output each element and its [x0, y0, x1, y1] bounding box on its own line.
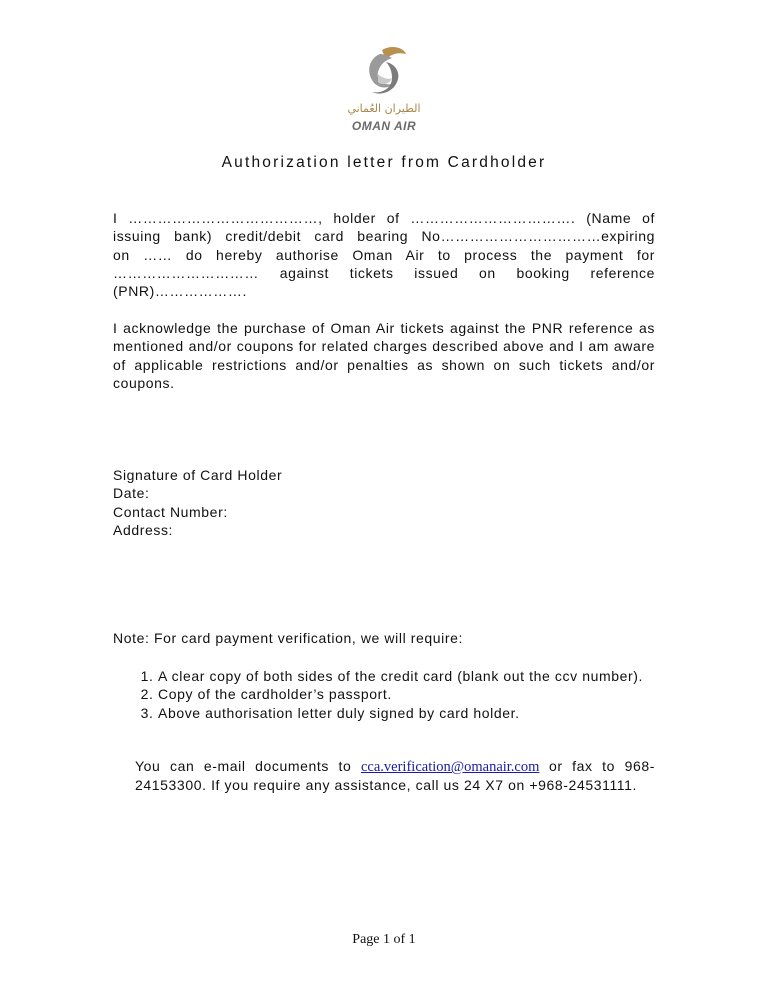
- list-item: 1. A clear copy of both sides of the credit card (blank out the ccv number).: [158, 667, 698, 685]
- oman-air-emblem-icon: [362, 44, 406, 102]
- page-number: Page 1 of 1: [352, 932, 416, 947]
- email-link[interactable]: cca.verification@omanair.com: [360, 759, 540, 775]
- date-label: Date:: [113, 485, 150, 502]
- requirements-list: [113, 667, 698, 722]
- cardholder-declaration: [113, 209, 655, 300]
- contact-number-label: Contact Number:: [113, 503, 228, 520]
- contact-text-before: You can e-mail documents to: [135, 758, 361, 774]
- verification-note: Note: For card payment verification, we will require:: [113, 630, 464, 646]
- letter-title: Authorization letter from Cardholder: [221, 154, 547, 171]
- declaration-line-4: ………………………… against tickets issued on booking reference: [113, 264, 655, 281]
- oman-air-logo: [340, 44, 428, 136]
- list-item: 2. Copy of the cardholder’s passport.: [158, 685, 698, 703]
- declaration-line-3: on …… do hereby authorise Oman Air to process the payment for: [113, 246, 655, 263]
- contact-text-after: or fax to 968-24153300. If you require any assistance, call us 24 X7 on +968-24531111.: [135, 758, 655, 794]
- declaration-line-5: (PNR)……………….: [113, 283, 247, 300]
- address-label: Address:: [113, 521, 174, 538]
- contact-paragraph: [135, 757, 655, 795]
- logo-english-text: OMAN AIR: [351, 119, 417, 133]
- acknowledgement-paragraph: I acknowledge the purchase of Oman Air tickets against the PNR reference as mentioned and/or coupons for related charges described above and I am aware of applicable restrictions and/or penalties as shown on such tickets and/or coupons.: [113, 320, 655, 391]
- list-item: 3. Above authorisation letter duly signed by card holder.: [158, 704, 698, 722]
- signature-section: [113, 466, 655, 539]
- signature-label: Signature of Card Holder: [113, 467, 283, 483]
- declaration-line-1: I …………………………………, holder of ……………………………. (Name of: [113, 210, 655, 226]
- logo-arabic-text: الطيران العُماني: [347, 102, 421, 115]
- declaration-line-2: issuing bank) credit/debit card bearing No……………………………expiring: [113, 228, 655, 245]
